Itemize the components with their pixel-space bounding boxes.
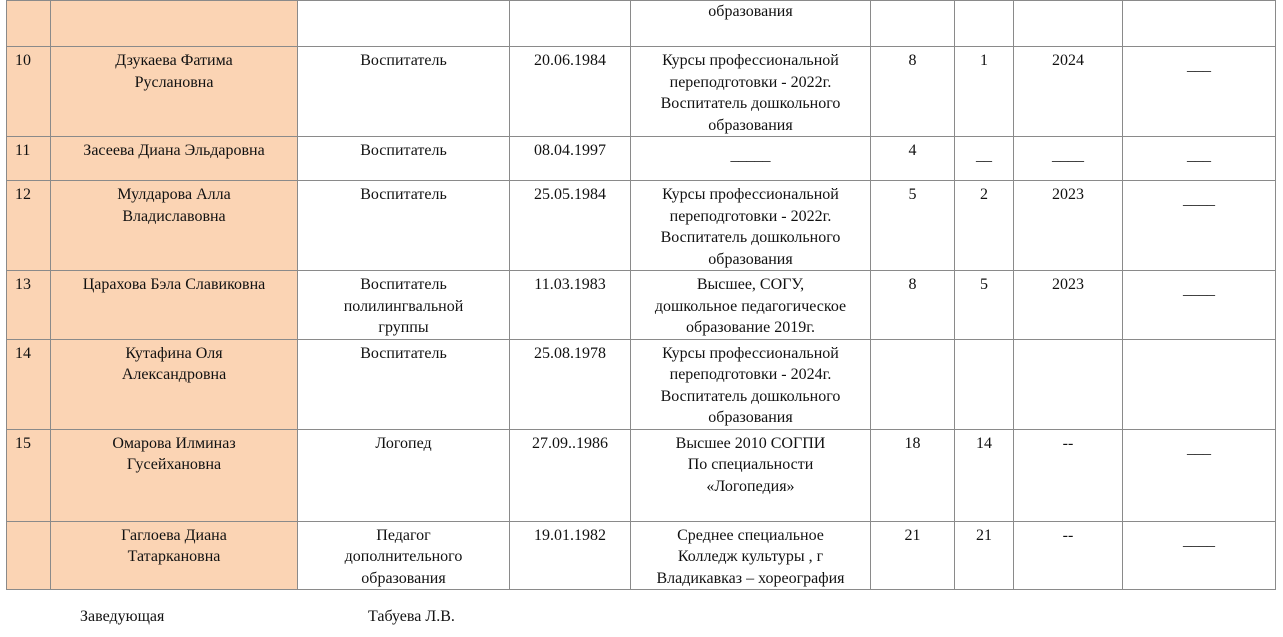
row-number: 15	[7, 429, 51, 521]
table-row	[7, 271, 1276, 340]
table-row	[7, 47, 1276, 137]
total-experience: 8	[871, 47, 955, 137]
teacher-name	[51, 1, 298, 47]
position: Логопед	[298, 429, 510, 521]
position	[298, 1, 510, 47]
position: Педагог дополнительного образования	[298, 521, 510, 590]
position: Воспитатель	[298, 181, 510, 271]
education: _____	[631, 137, 871, 181]
teacher-name: Гаглоева Диана Татаркановна	[51, 521, 298, 590]
course-year: 2023	[1014, 181, 1123, 271]
education: Среднее специальное Колледж культуры , г Владикавказ – хореография	[631, 521, 871, 590]
category: ____	[1123, 271, 1276, 340]
total-experience	[871, 339, 955, 429]
course-year: --	[1014, 521, 1123, 590]
total-experience: 18	[871, 429, 955, 521]
teacher-name: Засеева Диана Эльдаровна	[51, 137, 298, 181]
table-row	[7, 137, 1276, 181]
staff-table	[6, 0, 1276, 590]
education: Высшее 2010 СОГПИ По специальности «Логопедия»	[631, 429, 871, 521]
table-row	[7, 1, 1276, 47]
category: ___	[1123, 429, 1276, 521]
category	[1123, 1, 1276, 47]
course-year	[1014, 1, 1123, 47]
birth-date: 08.04.1997	[510, 137, 631, 181]
teacher-name: Дзукаева Фатима Руслановна	[51, 47, 298, 137]
category: ___	[1123, 47, 1276, 137]
birth-date: 25.08.1978	[510, 339, 631, 429]
course-year	[1014, 339, 1123, 429]
course-year: ____	[1014, 137, 1123, 181]
education: Высшее, СОГУ, дошкольное педагогическое образование 2019г.	[631, 271, 871, 340]
teacher-name: Царахова Бэла Славиковна	[51, 271, 298, 340]
teacher-name: Омарова Илминаз Гусейхановна	[51, 429, 298, 521]
footer-role: Заведующая	[80, 608, 165, 625]
course-year: --	[1014, 429, 1123, 521]
education: Курсы профессиональной переподготовки - 2022г. Воспитатель дошкольного образования	[631, 181, 871, 271]
footer-signature-name: Табуева Л.В.	[368, 608, 455, 625]
birth-date	[510, 1, 631, 47]
category	[1123, 339, 1276, 429]
birth-date: 19.01.1982	[510, 521, 631, 590]
ped-experience: 14	[955, 429, 1014, 521]
teacher-name: Мулдарова Алла Владиславовна	[51, 181, 298, 271]
row-number	[7, 521, 51, 590]
birth-date: 11.03.1983	[510, 271, 631, 340]
position: Воспитатель полилингвальной группы	[298, 271, 510, 340]
total-experience: 5	[871, 181, 955, 271]
education: Курсы профессиональной переподготовки - 2022г. Воспитатель дошкольного образования	[631, 47, 871, 137]
table-row	[7, 181, 1276, 271]
ped-experience: 21	[955, 521, 1014, 590]
row-number: 14	[7, 339, 51, 429]
education: образования	[631, 1, 871, 47]
total-experience	[871, 1, 955, 47]
category: ____	[1123, 521, 1276, 590]
birth-date: 27.09..1986	[510, 429, 631, 521]
table-row	[7, 521, 1276, 590]
ped-experience	[955, 1, 1014, 47]
position: Воспитатель	[298, 137, 510, 181]
education: Курсы профессиональной переподготовки - 2024г. Воспитатель дошкольного образования	[631, 339, 871, 429]
row-number: 11	[7, 137, 51, 181]
row-number: 13	[7, 271, 51, 340]
row-number: 10	[7, 47, 51, 137]
course-year: 2024	[1014, 47, 1123, 137]
total-experience: 21	[871, 521, 955, 590]
position: Воспитатель	[298, 339, 510, 429]
table-row	[7, 339, 1276, 429]
row-number: 12	[7, 181, 51, 271]
ped-experience: 2	[955, 181, 1014, 271]
ped-experience: 5	[955, 271, 1014, 340]
teacher-name: Кутафина Оля Александровна	[51, 339, 298, 429]
category: ___	[1123, 137, 1276, 181]
ped-experience: __	[955, 137, 1014, 181]
position: Воспитатель	[298, 47, 510, 137]
ped-experience	[955, 339, 1014, 429]
birth-date: 25.05.1984	[510, 181, 631, 271]
total-experience: 4	[871, 137, 955, 181]
row-number	[7, 1, 51, 47]
course-year: 2023	[1014, 271, 1123, 340]
ped-experience: 1	[955, 47, 1014, 137]
total-experience: 8	[871, 271, 955, 340]
table-row	[7, 429, 1276, 521]
category: ____	[1123, 181, 1276, 271]
birth-date: 20.06.1984	[510, 47, 631, 137]
